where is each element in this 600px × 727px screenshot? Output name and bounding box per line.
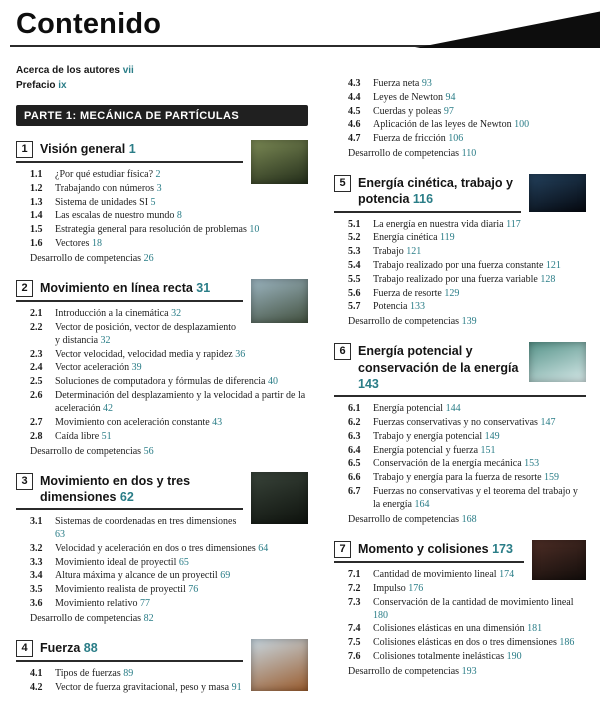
page-number: 168 bbox=[461, 514, 477, 525]
section-title: ¿Por qué estudiar física? 2 bbox=[55, 169, 161, 180]
page-number: 97 bbox=[443, 105, 454, 117]
page-number: 5 bbox=[150, 196, 156, 208]
toc-section-entry[interactable] bbox=[30, 375, 308, 388]
page-number: 176 bbox=[408, 582, 424, 594]
page-number: 149 bbox=[484, 430, 500, 442]
page-number: 76 bbox=[188, 584, 199, 596]
toc-section-entry[interactable] bbox=[30, 389, 308, 415]
page-number: 51 bbox=[101, 430, 112, 442]
toc-section-entry[interactable] bbox=[348, 118, 586, 131]
toc-section-entry[interactable] bbox=[30, 223, 308, 236]
section-title: Tipos de fuerzas 89 bbox=[55, 668, 134, 680]
page-number: 42 bbox=[103, 402, 114, 414]
page-number: 89 bbox=[123, 668, 134, 680]
section-number: 5.1 bbox=[348, 218, 361, 230]
page-number: 110 bbox=[461, 148, 477, 160]
page-number: 144 bbox=[445, 403, 461, 415]
section-list bbox=[16, 515, 308, 625]
section-number: 7.3 bbox=[348, 596, 361, 608]
page-number: 133 bbox=[409, 301, 425, 313]
section-title: Conservación de la energía mecánica 153 bbox=[373, 458, 540, 470]
section-title: Cuerdas y poleas 97 bbox=[373, 105, 454, 117]
page-number: vii bbox=[122, 65, 134, 76]
page-number: 69 bbox=[220, 570, 231, 582]
page-number: 93 bbox=[421, 78, 432, 89]
toc-section-entry[interactable] bbox=[348, 416, 586, 429]
toc-section-entry[interactable] bbox=[30, 348, 308, 361]
page-number: 164 bbox=[414, 499, 430, 510]
section-number: 7.4 bbox=[348, 623, 361, 635]
page-number: 153 bbox=[524, 458, 540, 470]
page-number: 8 bbox=[176, 210, 182, 222]
section-title: Vector de posición, vector de desplazamiento y distancia 32 bbox=[55, 321, 237, 346]
chapter-rule bbox=[334, 561, 524, 563]
section-title: Fuerza de resorte 129 bbox=[373, 287, 460, 299]
section-number: 4.3 bbox=[348, 78, 361, 89]
page-number: 190 bbox=[506, 650, 522, 662]
page-number: 129 bbox=[444, 287, 460, 299]
chapter-number-box: 2 bbox=[16, 280, 33, 297]
toc-section-entry[interactable] bbox=[348, 457, 586, 470]
page-number: ix bbox=[58, 80, 67, 91]
chapter-title: Movimiento en dos y tres dimensiones 62 bbox=[40, 473, 191, 504]
chapter-2 bbox=[16, 279, 308, 458]
section-number: 5.6 bbox=[348, 287, 361, 299]
section-title: Energía potencial y fuerza 151 bbox=[373, 444, 496, 456]
section-title: Trabajo y energía para la fuerza de resorte 159 bbox=[373, 472, 560, 484]
section-list bbox=[334, 218, 586, 329]
toc-section-entry[interactable] bbox=[348, 471, 586, 484]
chapter-number-box: 5 bbox=[334, 175, 351, 192]
development-entry[interactable]: Desarrollo de competencias 110 bbox=[348, 148, 477, 160]
chapter-number-box: 6 bbox=[334, 343, 351, 360]
chapter-rule bbox=[16, 508, 243, 510]
section-title: Vector de fuerza gravitacional, peso y masa 91 bbox=[55, 681, 242, 693]
section-number: 5.3 bbox=[348, 246, 361, 258]
chapter-title: Energía cinética, trabajo y potencia 116 bbox=[358, 176, 513, 207]
chapter-heading[interactable] bbox=[16, 140, 243, 158]
page-number: 147 bbox=[540, 417, 556, 429]
section-title: Potencia 133 bbox=[373, 301, 425, 313]
page-number: 40 bbox=[267, 376, 278, 388]
toc-section-entry[interactable] bbox=[348, 245, 586, 258]
section-number: 2.8 bbox=[30, 430, 43, 442]
toc-columns bbox=[16, 63, 586, 695]
page-number: 174 bbox=[499, 569, 515, 580]
chapter-continued bbox=[334, 77, 586, 160]
section-title: Leyes de Newton 94 bbox=[373, 91, 456, 103]
page-number: 180 bbox=[373, 609, 388, 621]
chapter-number-box: 7 bbox=[334, 541, 351, 558]
section-number: 2.7 bbox=[30, 416, 43, 428]
section-title: Sistemas de coordenadas en tres dimensiones 63 bbox=[55, 516, 237, 541]
page-number: 159 bbox=[544, 472, 560, 484]
toc-section-entry[interactable] bbox=[30, 430, 308, 443]
chapter-title: Visión general 1 bbox=[40, 142, 136, 156]
section-title: La energía en nuestra vida diaria 117 bbox=[373, 218, 521, 230]
toc-section-entry[interactable] bbox=[30, 569, 308, 582]
toc-section-entry[interactable] bbox=[348, 105, 586, 118]
page-number: 173 bbox=[492, 542, 513, 556]
chapter-heading[interactable] bbox=[334, 174, 521, 208]
section-number: 3.3 bbox=[30, 556, 43, 568]
toc-section-entry[interactable] bbox=[30, 542, 308, 555]
toc-section-entry[interactable] bbox=[348, 402, 586, 415]
chapter-heading[interactable] bbox=[16, 279, 243, 297]
page-number: 181 bbox=[527, 623, 543, 635]
section-title: Introducción a la cinemática 32 bbox=[55, 307, 182, 319]
section-title: Soluciones de computadora y fórmulas de diferencia 40 bbox=[55, 376, 278, 388]
chapter-6-thumbnail bbox=[529, 342, 586, 382]
section-title: Vector aceleración 39 bbox=[55, 362, 142, 374]
chapter-heading[interactable] bbox=[334, 342, 521, 392]
page-number: 18 bbox=[91, 237, 102, 249]
chapter-1 bbox=[16, 140, 308, 265]
toc-section-entry[interactable] bbox=[30, 597, 308, 610]
chapter-rule bbox=[16, 660, 243, 662]
toc-section-entry[interactable] bbox=[348, 218, 586, 231]
chapter-7-thumbnail bbox=[532, 540, 586, 580]
page-number: 82 bbox=[143, 613, 154, 625]
section-title: Trabajo 121 bbox=[373, 246, 422, 258]
chapter-title: Fuerza 88 bbox=[40, 641, 98, 656]
development-entry[interactable]: Desarrollo de competencias 168 bbox=[348, 514, 477, 525]
section-title: Colisiones elásticas en dos o tres dimensiones 186 bbox=[373, 637, 575, 649]
page-number: 56 bbox=[143, 445, 154, 457]
page-number: 32 bbox=[100, 334, 111, 346]
page-title: Contenido bbox=[16, 8, 162, 40]
page-number: 106 bbox=[448, 133, 464, 145]
toc-section-entry[interactable] bbox=[348, 596, 586, 622]
section-title: Vectores 18 bbox=[55, 237, 102, 249]
section-title: Movimiento relativo 77 bbox=[55, 598, 150, 610]
chapter-heading[interactable] bbox=[16, 472, 243, 506]
section-title: Las escalas de nuestro mundo 8 bbox=[55, 210, 182, 222]
section-number: 4.6 bbox=[348, 119, 361, 131]
toc-section-entry[interactable] bbox=[30, 307, 243, 320]
front-matter-entry[interactable]: Acerca de los autores vii bbox=[16, 65, 134, 76]
toc-section-entry[interactable] bbox=[348, 622, 586, 635]
chapter-number-box: 1 bbox=[16, 141, 33, 158]
chapter-5-thumbnail bbox=[529, 174, 586, 212]
page-number: 63 bbox=[55, 529, 65, 541]
section-number: 5.5 bbox=[348, 273, 361, 285]
section-title: Determinación del desplazamiento y la velocidad a partir de la aceleración 42 bbox=[55, 389, 306, 414]
toc-section-entry[interactable] bbox=[30, 209, 308, 222]
section-title: Movimiento realista de proyectil 76 bbox=[55, 584, 199, 596]
page-number: 139 bbox=[461, 316, 477, 328]
front-matter-entry[interactable]: Prefacio ix bbox=[16, 80, 67, 91]
section-number: 5.2 bbox=[348, 232, 361, 244]
page-number: 121 bbox=[406, 246, 422, 258]
section-number: 7.6 bbox=[348, 650, 361, 662]
toc-section-entry[interactable] bbox=[348, 636, 586, 649]
page-number: 91 bbox=[231, 681, 242, 693]
section-number: 1.3 bbox=[30, 196, 43, 208]
section-list bbox=[334, 77, 586, 160]
section-number: 3.2 bbox=[30, 542, 43, 554]
page-number: 32 bbox=[171, 307, 182, 319]
toc-section-entry[interactable] bbox=[30, 321, 243, 347]
section-title: Energía potencial 144 bbox=[373, 403, 461, 415]
toc-section-entry[interactable] bbox=[30, 237, 308, 250]
chapter-3 bbox=[16, 472, 308, 625]
section-title: Trabajo realizado por una fuerza constante 121 bbox=[373, 260, 561, 272]
section-number: 4.4 bbox=[348, 91, 361, 103]
section-number: 4.2 bbox=[30, 681, 43, 693]
section-title: Fuerza neta 93 bbox=[373, 78, 432, 89]
section-number: 2.1 bbox=[30, 307, 43, 319]
toc-section-entry[interactable] bbox=[30, 515, 243, 541]
section-number: 6.1 bbox=[348, 403, 361, 415]
toc-section-entry[interactable] bbox=[348, 287, 586, 300]
chapter-4 bbox=[16, 639, 308, 694]
toc-section-entry[interactable] bbox=[348, 300, 586, 313]
section-number: 4.1 bbox=[30, 668, 43, 680]
section-number: 6.6 bbox=[348, 472, 361, 484]
section-title: Colisiones elásticas en una dimensión 181 bbox=[373, 623, 543, 635]
toc-section-entry[interactable] bbox=[30, 196, 308, 209]
section-title: Colisiones totalmente inelásticas 190 bbox=[373, 650, 522, 662]
section-number: 1.1 bbox=[30, 169, 43, 180]
toc-section-entry[interactable] bbox=[348, 650, 586, 663]
page-number: 43 bbox=[212, 416, 223, 428]
front-matter bbox=[16, 63, 308, 93]
chapter-7 bbox=[334, 540, 586, 678]
section-number: 6.3 bbox=[348, 430, 361, 442]
development-entry[interactable]: Desarrollo de competencias 139 bbox=[348, 316, 477, 328]
section-number: 2.3 bbox=[30, 348, 43, 360]
toc-section-entry[interactable] bbox=[30, 583, 308, 596]
toc-section-entry[interactable] bbox=[30, 168, 243, 181]
page-number: 65 bbox=[178, 556, 189, 568]
toc-section-entry[interactable] bbox=[30, 667, 243, 680]
section-number: 2.2 bbox=[30, 321, 43, 333]
chapter-rule bbox=[334, 211, 521, 213]
page-number: 3 bbox=[156, 182, 162, 194]
section-number: 6.7 bbox=[348, 486, 361, 497]
section-number: 2.4 bbox=[30, 362, 43, 374]
page-number: 121 bbox=[545, 260, 561, 272]
section-title: Altura máxima y alcance de un proyectil 69 bbox=[55, 570, 231, 582]
chapter-title: Energía potencial y conservación de la energía 143 bbox=[358, 344, 519, 391]
toc-section-entry[interactable] bbox=[348, 259, 586, 272]
toc-section-entry[interactable] bbox=[348, 430, 586, 443]
section-number: 2.6 bbox=[30, 389, 43, 401]
section-title: Trabajo y energía potencial 149 bbox=[373, 430, 500, 442]
section-number: 1.6 bbox=[30, 237, 43, 249]
chapter-6 bbox=[334, 342, 586, 526]
toc-section-entry[interactable] bbox=[348, 582, 586, 595]
section-title: Sistema de unidades SI 5 bbox=[55, 196, 156, 208]
section-title: Movimiento con aceleración constante 43 bbox=[55, 416, 223, 428]
page-number: 62 bbox=[119, 489, 134, 504]
page-number: 36 bbox=[235, 348, 246, 360]
section-number: 3.5 bbox=[30, 584, 43, 596]
section-title: Aplicación de las leyes de Newton 100 bbox=[373, 119, 530, 131]
section-number: 3.1 bbox=[30, 516, 43, 528]
chapter-number-box: 4 bbox=[16, 640, 33, 657]
section-number: 3.6 bbox=[30, 598, 43, 610]
section-number: 3.4 bbox=[30, 570, 43, 582]
page-number: 1 bbox=[128, 142, 136, 156]
right-column bbox=[334, 63, 586, 695]
section-title: Trabajo realizado por una fuerza variable 128 bbox=[373, 273, 556, 285]
section-title: Conservación de la cantidad de movimiento lineal 180 bbox=[373, 596, 574, 621]
section-title: Trabajando con números 3 bbox=[55, 182, 162, 194]
chapter-number-box: 3 bbox=[16, 473, 33, 490]
chapter-5 bbox=[334, 174, 586, 328]
page-number: 31 bbox=[196, 280, 211, 295]
section-title: Vector velocidad, velocidad media y rapidez 36 bbox=[55, 348, 246, 360]
section-number: 4.5 bbox=[348, 105, 361, 117]
page-number: 186 bbox=[559, 637, 575, 649]
chapter-rule bbox=[334, 395, 586, 397]
development-entry[interactable]: Desarrollo de competencias 56 bbox=[30, 445, 154, 457]
page-number: 143 bbox=[358, 376, 379, 391]
toc-section-entry[interactable] bbox=[30, 681, 243, 694]
page-number: 193 bbox=[461, 665, 477, 677]
page-number: 2 bbox=[155, 169, 161, 180]
toc-section-entry[interactable] bbox=[30, 361, 308, 374]
section-title: Estrategia general para resolución de problemas 10 bbox=[55, 224, 260, 236]
toc-section-entry[interactable] bbox=[348, 91, 586, 104]
chapter-rule bbox=[16, 161, 243, 163]
section-list bbox=[16, 307, 308, 458]
section-title: Fuerzas no conservativas y el teorema del trabajo y la energía 164 bbox=[373, 486, 578, 510]
section-list bbox=[334, 568, 586, 678]
toc-section-entry[interactable] bbox=[30, 182, 243, 195]
toc-section-entry[interactable] bbox=[348, 273, 586, 286]
page-number: 88 bbox=[83, 641, 98, 656]
section-number: 7.2 bbox=[348, 582, 361, 594]
chapter-1-thumbnail bbox=[251, 140, 308, 184]
page-number: 26 bbox=[143, 252, 154, 264]
toc-section-entry[interactable] bbox=[348, 444, 586, 457]
section-title: Fuerzas conservativas y no conservativas 147 bbox=[373, 417, 556, 429]
development-entry[interactable]: Desarrollo de competencias 26 bbox=[30, 252, 154, 264]
page-number: 100 bbox=[514, 119, 530, 131]
toc-section-entry[interactable] bbox=[30, 416, 308, 429]
toc-section-entry[interactable] bbox=[348, 568, 524, 581]
page-number: 151 bbox=[480, 444, 496, 456]
section-number: 5.4 bbox=[348, 260, 361, 272]
chapter-heading[interactable] bbox=[16, 639, 243, 657]
chapter-rule bbox=[16, 300, 243, 302]
section-title: Impulso 176 bbox=[373, 582, 424, 594]
part-header: PARTE 1: MECÁNICA DE PARTÍCULAS bbox=[16, 105, 308, 126]
section-number: 1.4 bbox=[30, 210, 43, 222]
page-number: 64 bbox=[258, 542, 269, 554]
page-number: 77 bbox=[140, 598, 150, 610]
section-number: 6.4 bbox=[348, 444, 361, 456]
section-number: 4.7 bbox=[348, 133, 361, 145]
toc-section-entry[interactable] bbox=[348, 132, 586, 145]
section-number: 6.5 bbox=[348, 458, 361, 470]
development-entry[interactable]: Desarrollo de competencias 82 bbox=[30, 613, 154, 625]
chapter-3-thumbnail bbox=[251, 472, 308, 524]
section-number: 7.1 bbox=[348, 569, 361, 580]
chapter-4-thumbnail bbox=[251, 639, 308, 691]
page-header bbox=[16, 8, 586, 47]
toc-section-entry[interactable] bbox=[348, 77, 586, 90]
page-number: 94 bbox=[445, 91, 456, 103]
section-number: 5.7 bbox=[348, 301, 361, 313]
chapter-title: Movimiento en línea recta 31 bbox=[40, 280, 211, 295]
section-title: Cantidad de movimiento lineal 174 bbox=[373, 569, 515, 580]
left-column bbox=[16, 63, 308, 695]
section-number: 6.2 bbox=[348, 417, 361, 429]
section-list bbox=[334, 402, 586, 526]
section-title: Movimiento ideal de proyectil 65 bbox=[55, 556, 189, 568]
page-number: 10 bbox=[249, 224, 260, 236]
page-number: 119 bbox=[440, 232, 455, 244]
page-number: 117 bbox=[506, 218, 521, 230]
section-number: 2.5 bbox=[30, 376, 43, 388]
chapter-2-thumbnail bbox=[251, 279, 308, 323]
section-title: Caída libre 51 bbox=[55, 430, 112, 442]
section-number: 1.5 bbox=[30, 224, 43, 236]
page-number: 128 bbox=[540, 273, 556, 285]
toc-section-entry[interactable] bbox=[348, 485, 586, 511]
section-number: 7.5 bbox=[348, 637, 361, 649]
chapter-title: Momento y colisiones 173 bbox=[358, 542, 513, 556]
section-title: Fuerza de fricción 106 bbox=[373, 133, 464, 145]
section-title: Velocidad y aceleración en dos o tres dimensiones 64 bbox=[55, 542, 269, 554]
toc-section-entry[interactable] bbox=[348, 231, 586, 244]
development-entry[interactable]: Desarrollo de competencias 193 bbox=[348, 665, 477, 677]
page-number: 39 bbox=[131, 362, 142, 374]
section-title: Energía cinética 119 bbox=[373, 232, 455, 244]
page-number: 116 bbox=[412, 192, 434, 207]
toc-section-entry[interactable] bbox=[30, 556, 308, 569]
section-number: 1.2 bbox=[30, 182, 43, 194]
chapter-heading[interactable] bbox=[334, 540, 524, 558]
